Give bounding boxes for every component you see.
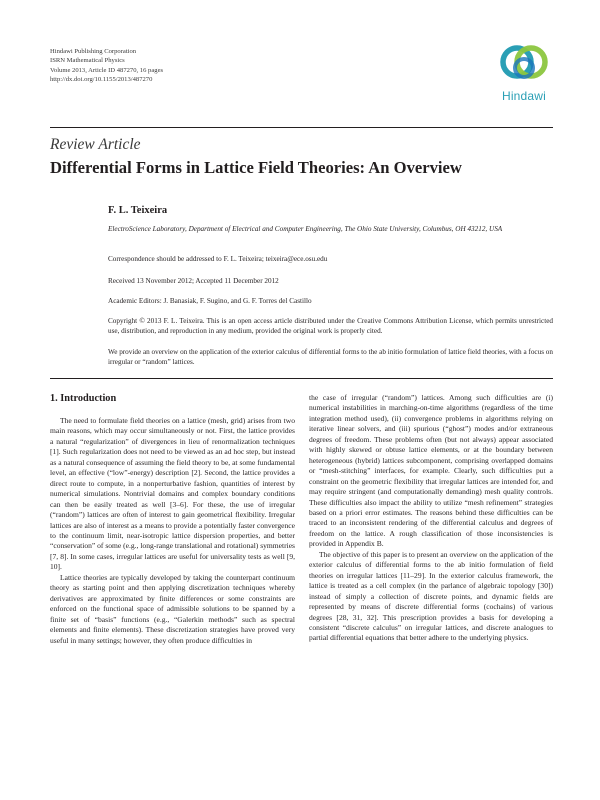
body-paragraph: the case of irregular (“random”) lattices. Among such difficulties are (i) numerical instabilities in marching-on-time algorithms (regardless of the time integration method used), (ii) convergence problems in algorithms relying on iterative linear solvers, and (iii) spurious (“ghost”) modes and/or extraneous degrees of freedom. These problems often (but not always) appear associated with highly skewed or obtuse lattice elements, or at the boundary between heterogeneous (hybrid) lattices subcomponent, comprising overlapped domains or “mesh-stitching” interfaces, for example. Clearly, such difficulties put a constraint on the geometric flexibility that irregular lattices are intended for, and may require stringent (and computationally demanding) mesh quality controls. These difficulties also impact the ability to utilize “mesh refinement” strategies based on a priori error estimates. The reasons behind these difficulties can be traced to an inconsistent rendering of the differential calculus and degrees of freedom on the lattice. A rough classification of those inconsistencies is provided in Appendix B.	[309, 393, 553, 549]
abstract-divider	[50, 378, 553, 379]
abstract: We provide an overview on the application of the exterior calculus of differential forms to the ab initio formulation of lattice field theories, with a focus on irregular or “random” lattices.	[108, 348, 553, 367]
publisher-name: Hindawi Publishing Corporation	[50, 48, 137, 55]
correspondence: Correspondence should be addressed to F. L. Teixeira; teixeira@ece.osu.edu	[108, 255, 328, 263]
body-column-right	[309, 393, 553, 644]
author-affiliation: ElectroScience Laboratory, Department of Electrical and Computer Engineering, The Ohio State University, Columbus, OH 43212, USA	[108, 225, 503, 233]
author-name: F. L. Teixeira	[108, 205, 168, 216]
header-divider	[50, 127, 553, 128]
body-paragraph: The objective of this paper is to present an overview on the application of the exterior calculus of differential forms to the ab initio formulation of field theories on irregular lattices [11–29]. In the exterior calculus framework, the lattice is treated as a cell complex (in the parlance of algebraic topology [30]) instead of simply a collection of discrete points, and dynamic fields are represented by means of discrete differential forms (cochains) of various degrees [28, 31, 32]. This prescription provides a basis for developing a consistent “discrete calculus” on irregular lattices, and discrete analogues to partial differential equations that better adhere to the underlying physics.	[309, 549, 553, 643]
section-heading: 1. Introduction	[50, 393, 117, 404]
copyright-notice: Copyright © 2013 F. L. Teixeira. This is an open access article distributed under the Creative Commons Attribution License, which permits unrestricted use, distribution, and reproduction in any medium, provided the original work is properly cited.	[108, 317, 553, 336]
article-type: Review Article	[50, 136, 141, 153]
academic-editors: Academic Editors: J. Banasiak, F. Sugino, and G. F. Torres del Castillo	[108, 297, 312, 305]
doi-link[interactable]: http://dx.doi.org/10.1155/2013/487270	[50, 76, 153, 84]
body-paragraph: The need to formulate field theories on a lattice (mesh, grid) arises from two main reasons, which may occur simultaneously or not. First, the lattice provides a natural “regularization” of divergences in lieu of renormalization techniques [1]. Such regularization does not need to be viewed as an ad hoc step, but instead as a natural consequence of assuming the field theory to be, at some fundamental level, an effective (“low”-energy) description [2]. Second, the lattice provides a direct route to compute, in a nonperturbative fashion, quantities of interest by numerical simulations. Nontrivial domains and complex boundary conditions can then be easily treated as well [3–6]. For these, the use of irregular (“random”) lattices are often of interest to gain geometrical flexibility. Irregular lattices are also of interest as a means to provide a potentially faster convergence to the continuum limit, near-isotropic lattice dispersion properties, and better “conservation” of some (e.g., long-range translational and rotational) symmetries [7, 8]. In some cases, irregular lattices are useful for universality tests as well [9, 10].	[50, 416, 295, 572]
article-title: Differential Forms in Lattice Field Theories: An Overview	[50, 158, 462, 177]
body-paragraph: Lattice theories are typically developed by taking the counterpart continuum theory as starting point and then applying discretization techniques whereby derivatives are approximated by finite differences or some constraints are enforced on the functional space of admissible solutions to be spanned by a finite set of “basis” functions (e.g., “Galerkin methods” such as spectral elements and finite elements). These discretization strategies have proved very useful in many settings; however, they often produce difficulties in	[50, 572, 295, 645]
volume-info: Volume 2013, Article ID 487270, 16 pages	[50, 66, 164, 74]
received-accepted-dates: Received 13 November 2012; Accepted 11 December 2012	[108, 277, 279, 285]
publication-info	[50, 47, 163, 85]
body-column-left	[50, 393, 295, 646]
journal-name: ISRN Mathematical Physics	[50, 57, 125, 65]
hindawi-logo-icon	[494, 40, 554, 88]
hindawi-logo	[494, 40, 554, 108]
logo-wordmark: Hindawi	[501, 89, 547, 103]
